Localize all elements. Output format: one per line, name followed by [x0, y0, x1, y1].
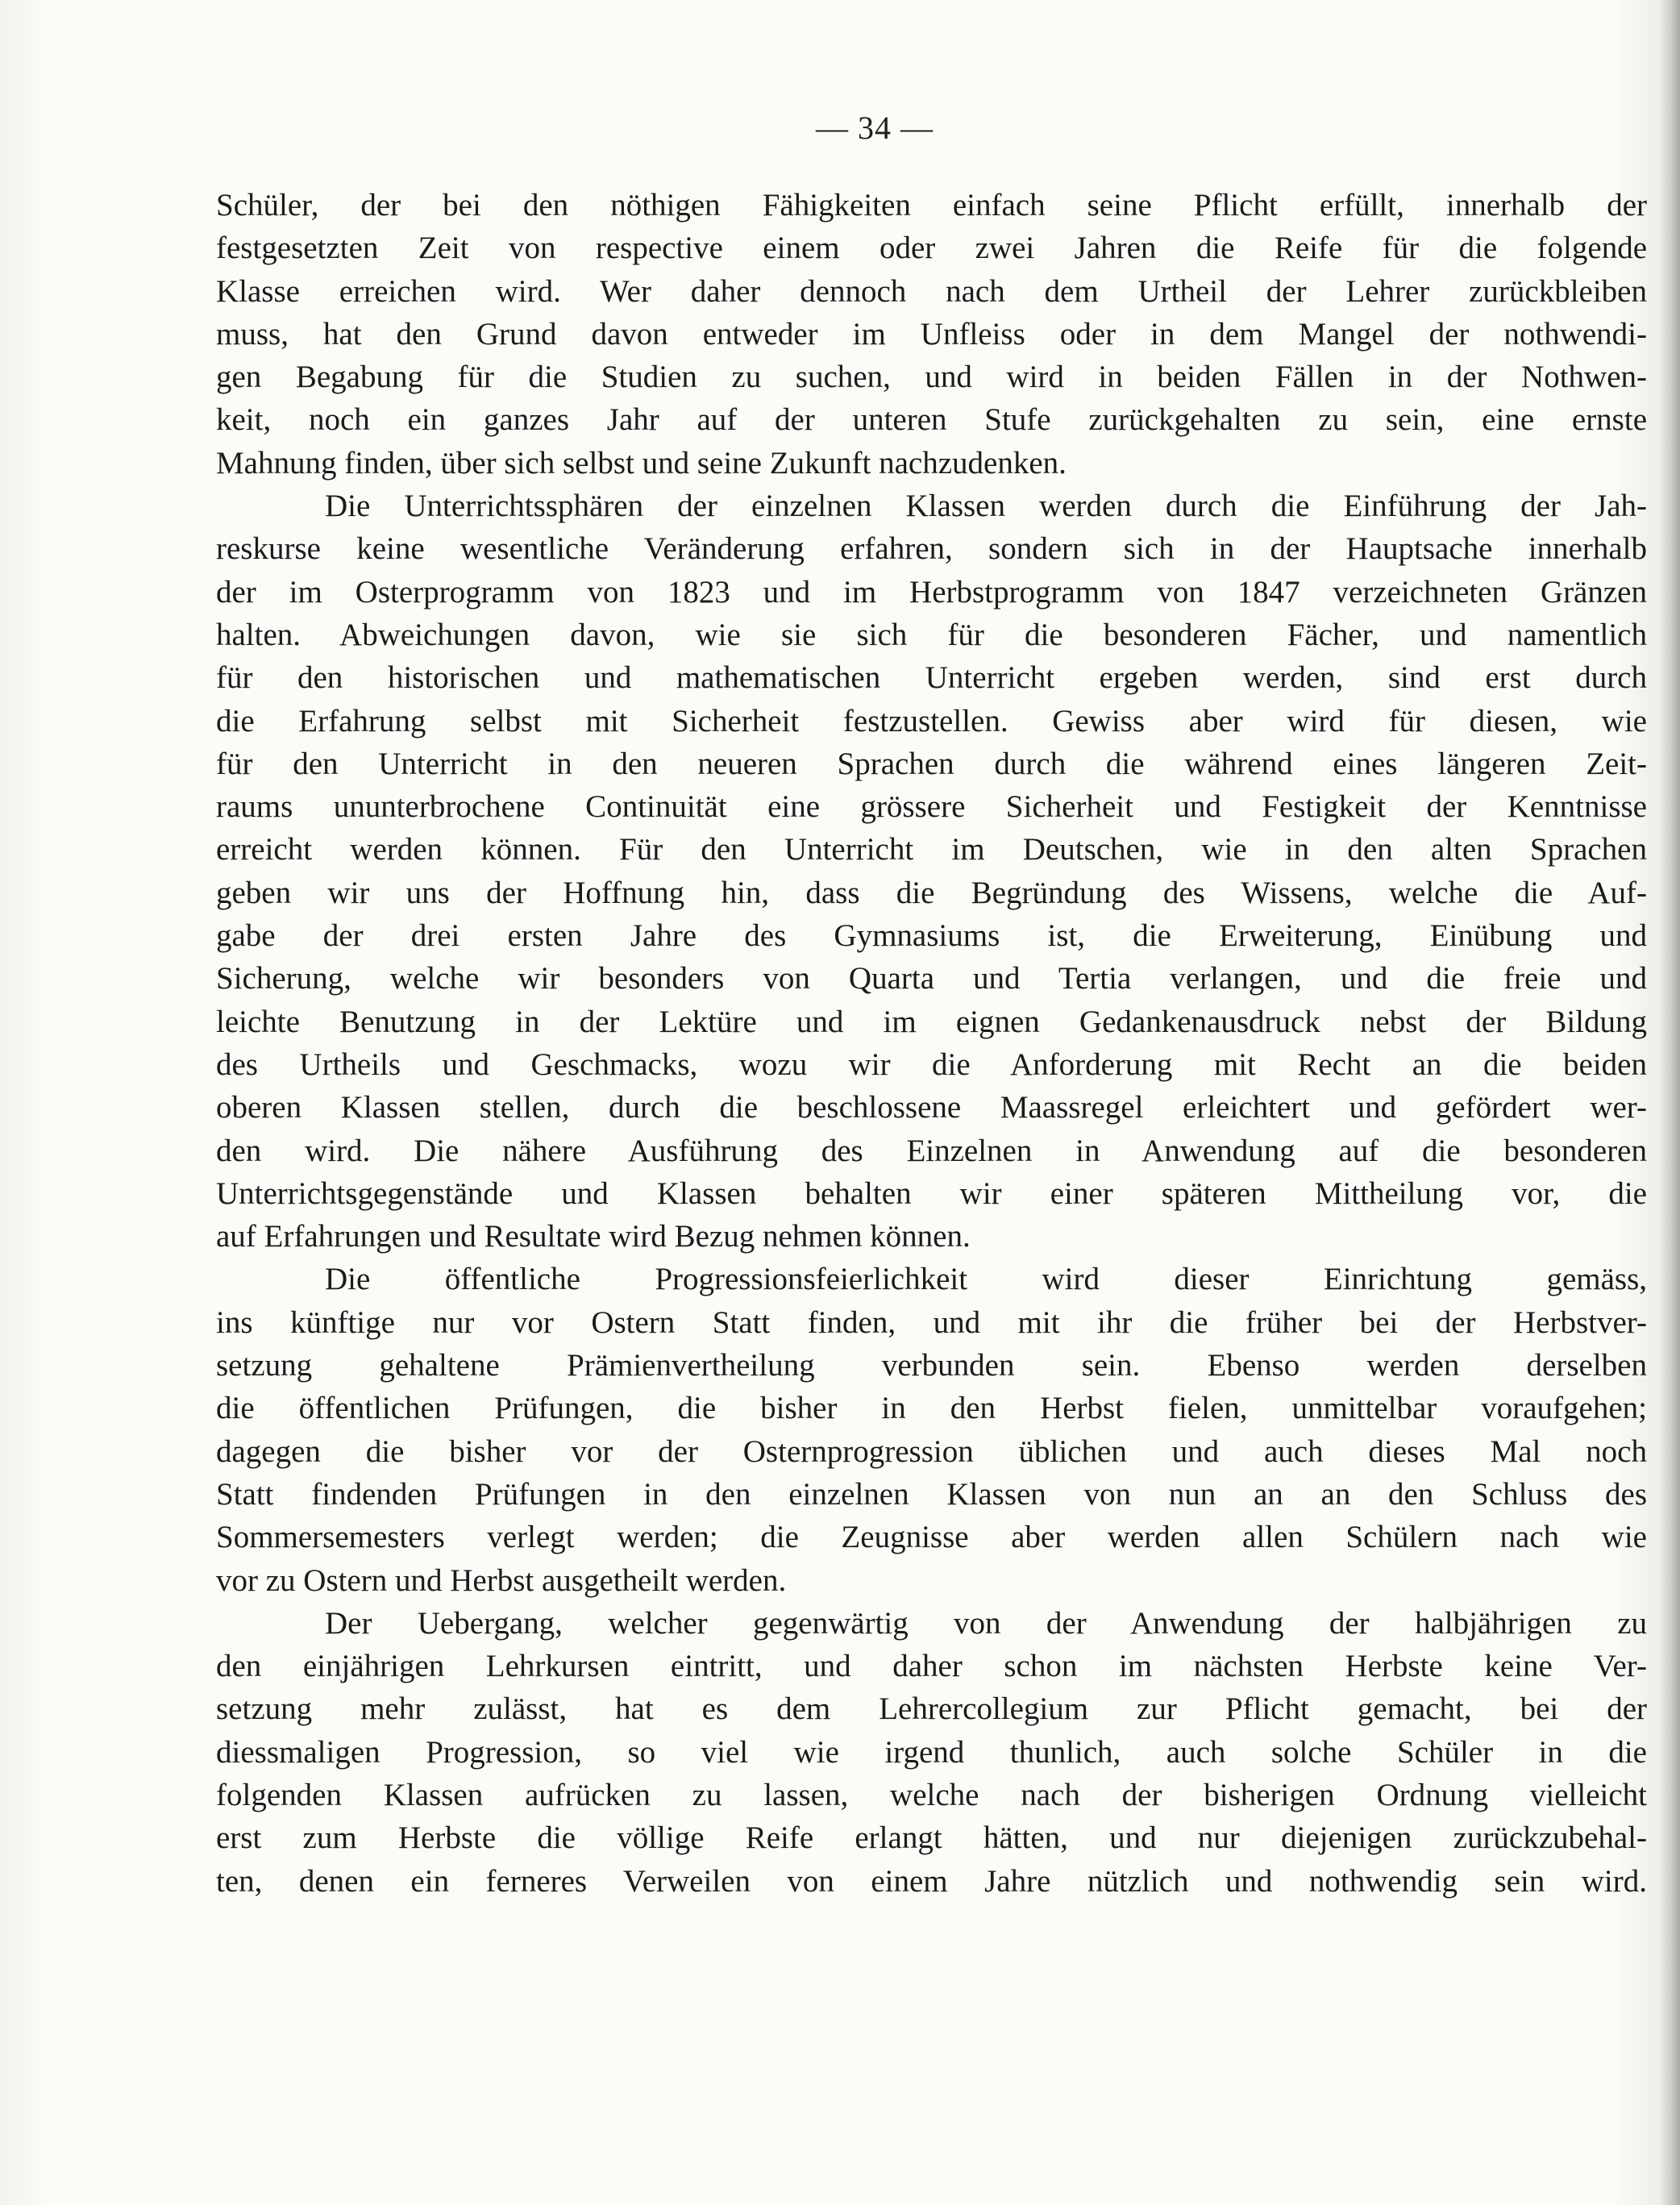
text-line: gen Begabung für die Studien zu suchen, und wird in beiden Fällen in der Nothwen-: [216, 360, 1647, 395]
text-line: Statt findenden Prüfungen in den einzelnen Klassen von nun an an den Schluss des: [216, 1476, 1647, 1512]
page-number: — 34 —: [816, 110, 934, 146]
text-line: für den historischen und mathematischen Unterricht ergeben werden, sind erst durch: [216, 660, 1647, 696]
text-line: Unterrichtsgegenstände und Klassen behalten wir einer späteren Mittheilung vor, die: [216, 1175, 1647, 1211]
text-line: des Urtheils und Geschmacks, wozu wir die Anforderung mit Recht an die beiden: [216, 1046, 1647, 1082]
text-line: der im Osterprogramm von 1823 und im Herbstprogramm von 1847 verzeichneten Gränzen: [216, 574, 1647, 609]
text-line: setzung gehaltene Prämienvertheilung verbunden sein. Ebenso werden derselben: [216, 1348, 1647, 1383]
text-line: raums ununterbrochene Continuität eine grössere Sicherheit und Festigkeit der Kenntnisse: [216, 789, 1647, 825]
text-line: ins künftige nur vor Ostern Statt finden, und mit ihr die früher bei der Herbstver-: [216, 1304, 1647, 1340]
text-line: Mahnung finden, über sich selbst und seine Zukunft nachzudenken.: [216, 445, 1067, 481]
text-line: erreicht werden können. Für den Unterricht im Deutschen, wie in den alten Sprachen: [216, 832, 1647, 867]
text-line: geben wir uns der Hoffnung hin, dass die Begründung des Wissens, welche die Auf-: [216, 875, 1647, 910]
text-line: leichte Benutzung in der Lektüre und im eignen Gedankenausdruck nebst der Bildung: [216, 1004, 1647, 1039]
text-line: Schüler, der bei den nöthigen Fähigkeiten einfach seine Pflicht erfüllt, innerhalb der: [216, 188, 1647, 223]
text-line: setzung mehr zulässt, hat es dem Lehrercollegium zur Pflicht gemacht, bei der: [216, 1691, 1647, 1727]
text-line: die Erfahrung selbst mit Sicherheit festzustellen. Gewiss aber wird für diesen, wie: [216, 703, 1647, 738]
text-line: reskurse keine wesentliche Veränderung erfahren, sondern sich in der Hauptsache innerhalb: [216, 531, 1647, 567]
text-line: ten, denen ein ferneres Verweilen von einem Jahre nützlich und nothwendig sein wird.: [216, 1863, 1647, 1899]
text-line: erst zum Herbste die völlige Reife erlangt hätten, und nur diejenigen zurückzubehal-: [216, 1820, 1647, 1856]
text-line: Sicherung, welche wir besonders von Quarta und Tertia verlangen, und die freie und: [216, 961, 1647, 996]
body-text: [216, 184, 1647, 1903]
text-line: muss, hat den Grund davon entweder im Unfleiss oder in dem Mangel der nothwendi-: [216, 316, 1647, 352]
text-line: Sommersemesters verlegt werden; die Zeugnisse aber werden allen Schülern nach wie: [216, 1520, 1647, 1555]
text-line: den einjährigen Lehrkursen eintritt, und daher schon im nächsten Herbste keine Ver-: [216, 1649, 1647, 1684]
text-line: Die Unterrichtssphären der einzelnen Klassen werden durch die Einführung der Jah-: [325, 489, 1647, 524]
text-line: halten. Abweichungen davon, wie sie sich für die besonderen Fächer, und namentlich: [216, 617, 1647, 652]
text-line: folgenden Klassen aufrücken zu lassen, welche nach der bisherigen Ordnung vielleicht: [216, 1777, 1647, 1812]
text-line: den wird. Die nähere Ausführung des Einzelnen in Anwendung auf die besonderen: [216, 1133, 1647, 1168]
text-line: auf Erfahrungen und Resultate wird Bezug nehmen können.: [216, 1219, 971, 1254]
text-line: diessmaligen Progression, so viel wie irgend thunlich, auch solche Schüler in die: [216, 1734, 1647, 1770]
text-line: Die öffentliche Progressionsfeierlichkeit wird dieser Einrichtung gemäss,: [325, 1262, 1647, 1297]
text-line: keit, noch ein ganzes Jahr auf der unteren Stufe zurückgehalten zu sein, eine ernste: [216, 402, 1647, 438]
binding-shadow: [1659, 0, 1680, 2205]
text-line: vor zu Ostern und Herbst ausgetheilt werden.: [216, 1562, 787, 1598]
text-line: Der Uebergang, welcher gegenwärtig von der Anwendung der halbjährigen zu: [325, 1605, 1647, 1641]
text-line: Klasse erreichen wird. Wer daher dennoch nach dem Urtheil der Lehrer zurückbleiben: [216, 273, 1647, 309]
text-line: die öffentlichen Prüfungen, die bisher in den Herbst fielen, unmittelbar voraufgehen;: [216, 1391, 1647, 1426]
text-line: festgesetzten Zeit von respective einem oder zwei Jahren die Reife für die folgende: [216, 231, 1647, 266]
text-line: für den Unterricht in den neueren Sprachen durch die während eines längeren Zeit-: [216, 746, 1647, 781]
text-line: dagegen die bisher vor der Osternprogression üblichen und auch dieses Mal noch: [216, 1433, 1647, 1469]
text-line: gabe der drei ersten Jahre des Gymnasiums ist, die Erweiterung, Einübung und: [216, 918, 1647, 954]
text-line: oberen Klassen stellen, durch die beschlossene Maassregel erleichtert und gefördert wer-: [216, 1090, 1647, 1125]
